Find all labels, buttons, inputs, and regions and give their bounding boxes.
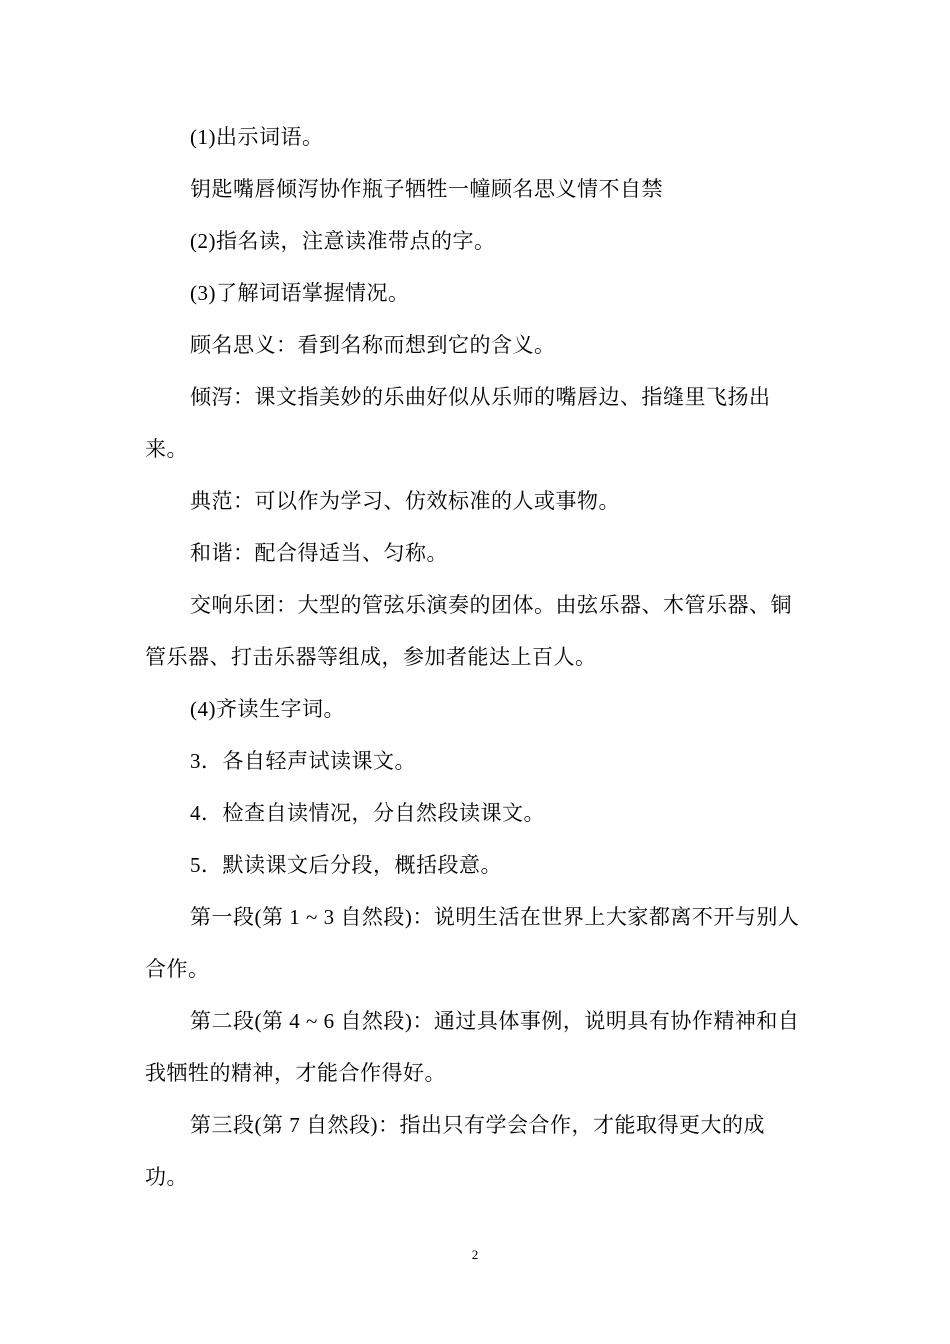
paragraph-read-aloud: (2)指名读，注意读准带点的字。 bbox=[190, 229, 496, 253]
paragraph-def-hexie: 和谐：配合得适当、匀称。 bbox=[190, 541, 448, 565]
paragraph-def-qingxie: 倾泻：课文指美妙的乐曲好似从乐师的嘴唇边、指缝里飞扬出来。 bbox=[145, 385, 771, 461]
paragraph-step-3: 3．各自轻声试读课文。 bbox=[190, 749, 416, 773]
paragraph-section-1: 第一段(第 1 ~ 3 自然段)：说明生活在世界上大家都离不开与别人合作。 bbox=[145, 905, 800, 981]
page-number: 2 bbox=[471, 1247, 479, 1262]
paragraph-def-guming: 顾名思义：看到名称而想到它的含义。 bbox=[190, 333, 556, 357]
paragraph-step-4: 4．检查自读情况，分自然段读课文。 bbox=[190, 801, 545, 825]
paragraph-word-list: 钥匙嘴唇倾泻协作瓶子牺牲一幢顾名思义情不自禁 bbox=[190, 177, 663, 201]
paragraph-def-dianfan: 典范：可以作为学习、仿效标准的人或事物。 bbox=[190, 489, 620, 513]
paragraph-section-2: 第二段(第 4 ~ 6 自然段)：通过具体事例，说明具有协作精神和自我牺牲的精神，才能合作得好。 bbox=[145, 1009, 800, 1085]
paragraph-read-together: (4)齐读生字词。 bbox=[190, 697, 345, 721]
paragraph-step-5: 5．默读课文后分段，概括段意。 bbox=[190, 853, 502, 877]
paragraph-def-orchestra: 交响乐团：大型的管弦乐演奏的团体。由弦乐器、木管乐器、铜管乐器、打击乐器等组成，参加者能达上百人。 bbox=[145, 593, 792, 669]
document-body bbox=[145, 111, 800, 1203]
paragraph-section-3: 第三段(第 7 自然段)：指出只有学会合作，才能取得更大的成功。 bbox=[145, 1113, 765, 1189]
paragraph-show-words: (1)出示词语。 bbox=[190, 125, 324, 149]
paragraph-check-understanding: (3)了解词语掌握情况。 bbox=[190, 281, 410, 305]
